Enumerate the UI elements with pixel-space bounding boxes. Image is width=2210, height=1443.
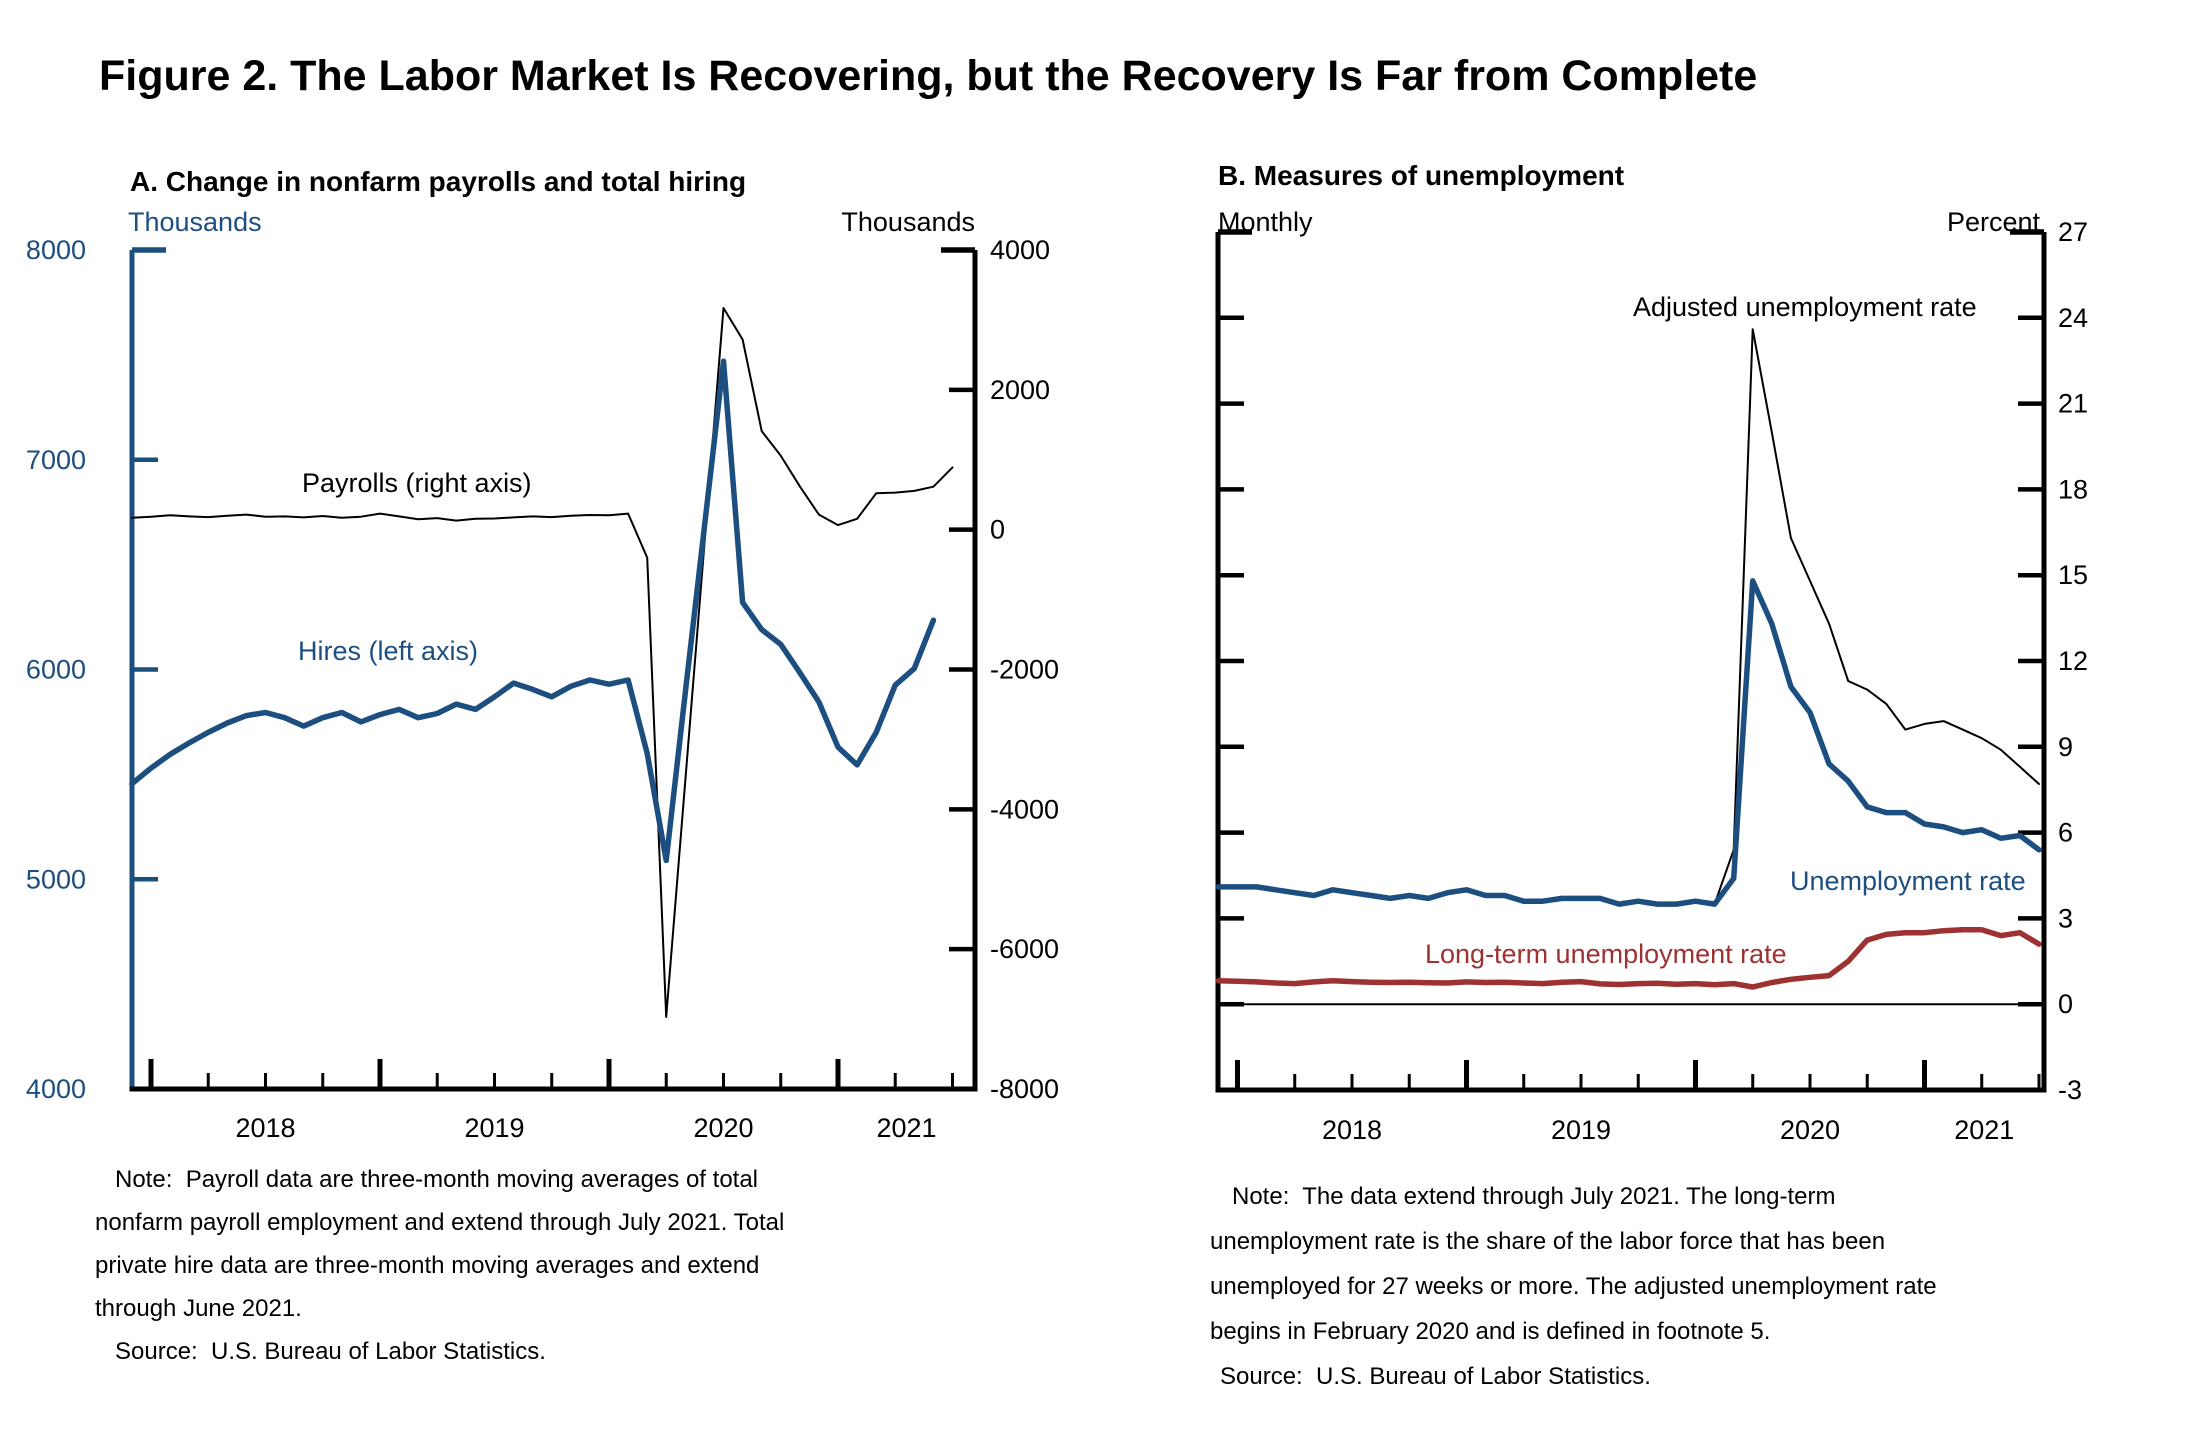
right-axis-tick-label: 3 — [2058, 903, 2074, 934]
panel-a-left-unit-label: Thousands — [128, 207, 262, 237]
note-line: Note: The data extend through July 2021. The long-term — [1232, 1183, 1836, 1210]
x-axis-year-label: 2019 — [464, 1113, 525, 1143]
right-axis-tick-label: 0 — [2058, 989, 2074, 1020]
left-axis-tick-label: 8000 — [25, 235, 86, 265]
note-line: through June 2021. — [95, 1295, 302, 1322]
right-axis-tick-label: 6 — [2058, 817, 2074, 848]
chart-a-payrolls-hires — [0, 195, 1100, 1195]
right-axis-tick-label: 0 — [990, 514, 1006, 545]
right-axis-tick-label: 2000 — [990, 374, 1051, 405]
panel-a-title: A. Change in nonfarm payrolls and total hiring — [130, 166, 747, 197]
x-axis-year-label: 2018 — [235, 1113, 296, 1143]
right-axis-tick-label: -3 — [2058, 1075, 2083, 1105]
long-term-unemployment-rate-label: Long-term unemployment rate — [1425, 939, 1787, 969]
source-line: Source: U.S. Bureau of Labor Statistics. — [115, 1338, 546, 1365]
right-axis-tick-label: 27 — [2058, 217, 2089, 247]
right-axis-tick-label: 9 — [2058, 731, 2074, 762]
panel-a-right-unit-label: Thousands — [841, 207, 975, 237]
figure-title: Figure 2. The Labor Market Is Recovering, but the Recovery Is Far from Complete — [99, 52, 1758, 100]
right-axis-tick-label: 4000 — [990, 235, 1051, 265]
left-axis-tick-label: 7000 — [25, 444, 86, 475]
hires-left-axis-line — [132, 361, 934, 860]
note-line: unemployed for 27 weeks or more. The adjusted unemployment rate — [1210, 1273, 1937, 1300]
x-axis-year-label: 2018 — [1321, 1115, 1383, 1145]
right-axis-tick-label: -6000 — [990, 934, 1060, 965]
x-axis-year-label: 2021 — [876, 1113, 937, 1143]
x-axis-year-label: 2020 — [693, 1113, 754, 1143]
panel-a-note — [95, 1158, 784, 1373]
right-axis-tick-label: 18 — [2058, 474, 2089, 505]
right-axis-tick-label: -4000 — [990, 794, 1060, 825]
chart-b-unemployment — [1150, 195, 2210, 1195]
panel-b-left-unit-label: Monthly — [1218, 207, 1313, 237]
adjusted-unemployment-rate-line — [1715, 329, 2039, 904]
note-line: unemployment rate is the share of the labor force that has been — [1210, 1228, 1886, 1255]
panel-b-right-unit-label: Percent — [1946, 207, 2040, 237]
payrolls-right-axis-label: Payrolls (right axis) — [302, 468, 532, 498]
x-axis-year-label: 2021 — [1954, 1115, 2015, 1145]
note-line: begins in February 2020 and is defined in footnote 5. — [1210, 1318, 1771, 1345]
right-axis-tick-label: 12 — [2058, 646, 2089, 676]
payrolls-right-axis-line — [132, 308, 953, 1017]
panel-b-note — [1210, 1174, 1937, 1399]
panel-b-title: B. Measures of unemployment — [1218, 160, 1625, 191]
left-axis-tick-label: 5000 — [25, 864, 86, 895]
unemployment-rate-label: Unemployment rate — [1790, 866, 2026, 896]
unemployment-rate-line — [1218, 581, 2039, 904]
right-axis-tick-label: 24 — [2058, 302, 2089, 333]
adjusted-unemployment-rate-label: Adjusted unemployment rate — [1633, 292, 1977, 322]
left-axis-tick-label: 4000 — [25, 1074, 86, 1104]
right-axis-tick-label: 15 — [2058, 560, 2089, 591]
source-line: Source: U.S. Bureau of Labor Statistics. — [1220, 1363, 1651, 1390]
note-line: Note: Payroll data are three-month moving averages of total — [115, 1166, 759, 1193]
right-axis-tick-label: 21 — [2058, 388, 2089, 419]
x-axis-year-label: 2019 — [1550, 1115, 1612, 1145]
note-line: nonfarm payroll employment and extend through July 2021. Total — [95, 1209, 785, 1236]
note-line: private hire data are three-month moving averages and extend — [95, 1252, 760, 1279]
right-axis-tick-label: -2000 — [990, 654, 1060, 685]
right-axis-tick-label: -8000 — [990, 1074, 1060, 1104]
hires-left-axis-label: Hires (left axis) — [298, 636, 479, 666]
x-axis-year-label: 2020 — [1779, 1115, 1841, 1145]
left-axis-tick-label: 6000 — [25, 654, 86, 685]
